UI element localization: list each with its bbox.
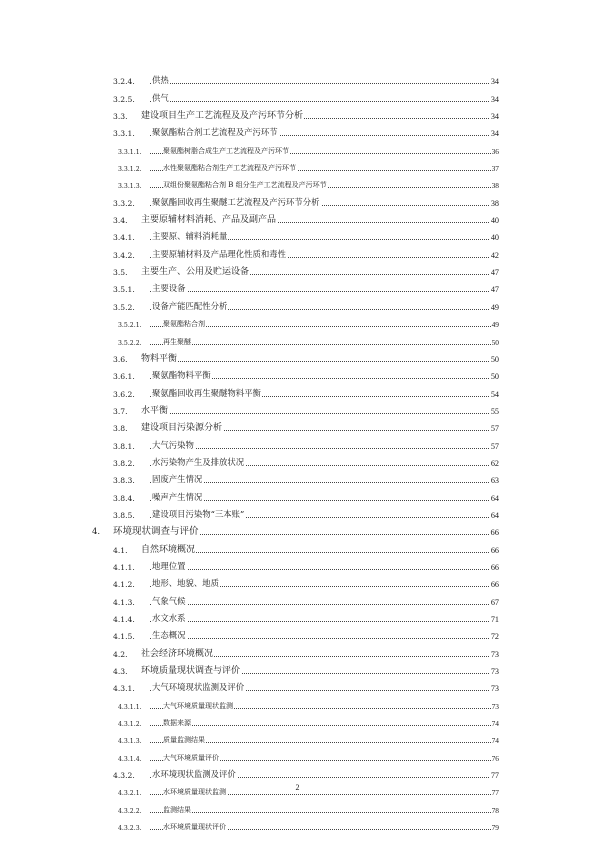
toc-entry[interactable] <box>0 731 595 748</box>
toc-entry[interactable] <box>0 644 595 661</box>
toc-entry[interactable] <box>0 488 595 505</box>
toc-entry-number: 3.2.4. <box>113 77 135 87</box>
toc-entry-page: 42 <box>490 250 499 260</box>
toc-entry-page: 67 <box>490 597 499 607</box>
toc-entry-page: 72 <box>490 632 499 642</box>
toc-entry-title: 建设项目污染源分析 <box>141 420 223 433</box>
toc-dot-leader <box>150 552 499 553</box>
toc-entry[interactable] <box>0 297 595 314</box>
toc-entry-page: 73 <box>490 684 499 694</box>
toc-entry-title: 水平衡 <box>141 403 169 416</box>
toc-entry[interactable] <box>0 332 595 349</box>
toc-entry-page: 50 <box>490 354 499 364</box>
toc-entry-title: 主要原辅材料消耗、产品及副产品 <box>141 212 277 225</box>
toc-entry-title: 双组份聚氨酯粘合剂 B 组分生产工艺流程及产污环节 <box>163 181 327 190</box>
toc-dot-leader <box>150 569 499 570</box>
toc-entry-title: 社会经济环境概况 <box>141 646 214 659</box>
toc-entry[interactable] <box>0 350 595 367</box>
toc-entry-page: 73 <box>491 701 499 711</box>
toc-entry[interactable] <box>0 419 595 436</box>
toc-entry[interactable] <box>0 141 595 158</box>
toc-entry-title: 大气环境质量评价 <box>163 753 219 762</box>
toc-dot-leader <box>150 534 499 535</box>
toc-entry-title: 大气环境现状监测及评价 <box>152 682 245 693</box>
toc-entry[interactable] <box>0 575 595 592</box>
toc-entry-title: 供气 <box>152 92 169 103</box>
toc-entry-title: 监测结果 <box>163 805 191 814</box>
toc-entry-page: 79 <box>491 823 499 833</box>
toc-dot-leader <box>150 83 499 84</box>
toc-entry-title: 水环境质量现状评价 <box>163 823 226 832</box>
toc-dot-leader <box>150 725 499 726</box>
toc-entry-number: 3.8.3. <box>113 476 135 486</box>
toc-entry-number: 3.5.2.1. <box>118 322 142 330</box>
toc-entry-page: 77 <box>491 788 499 798</box>
toc-entry[interactable] <box>0 592 595 609</box>
toc-entry-number: 4.3.2.2. <box>118 807 142 815</box>
toc-entry-title: 聚氨酯回收再生聚醚工艺流程及产污环节分析 <box>152 196 320 207</box>
toc-entry[interactable] <box>0 211 595 228</box>
toc-entry[interactable] <box>0 107 595 124</box>
toc-entry-number: 4.1.4. <box>113 615 135 624</box>
toc-entry-number: 4.3.2. <box>113 771 135 781</box>
toc-entry-number: 3.5.1. <box>113 285 135 295</box>
toc-entry-title: 水污染物产生及排放状况 <box>152 456 245 467</box>
toc-entry-number: 3.5. <box>113 268 128 278</box>
toc-entry-title: 生态概况 <box>152 630 186 641</box>
toc-entry-page: 37 <box>491 164 499 174</box>
toc-entry-page: 74 <box>491 736 499 746</box>
toc-entry-page: 66 <box>490 562 499 572</box>
toc-entry-number: 3.6.1. <box>113 372 135 382</box>
toc-entry[interactable] <box>0 384 595 401</box>
toc-entry-number: 4.1.2. <box>113 580 135 590</box>
toc-entry-title: 环境现状调查与评价 <box>113 523 200 537</box>
toc-entry-title: 主要设备 <box>152 283 186 294</box>
toc-entry-title: 设备产能匹配性分析 <box>152 300 228 311</box>
toc-entry-title: 水环境质量现状监测 <box>163 788 226 797</box>
toc-entry-page: 36 <box>491 146 499 156</box>
toc-entry-title: 噪声产生情况 <box>152 491 203 502</box>
toc-entry-page: 57 <box>490 441 499 451</box>
toc-entry[interactable] <box>0 454 595 471</box>
toc-entry-title: 供热 <box>152 75 169 86</box>
toc-entry-number: 3.8.5. <box>113 510 135 520</box>
toc-entry-title: 聚氨酯粘合剂工艺流程及产污环节 <box>152 127 278 138</box>
toc-entry-number: 3.4.1. <box>113 233 135 243</box>
toc-entry[interactable] <box>0 193 595 210</box>
toc-dot-leader <box>150 812 499 813</box>
toc-entry-number: 3.3.1.3. <box>118 183 142 191</box>
toc-entry-title: 聚氨酯回收再生聚醚物料平衡 <box>152 387 261 398</box>
toc-dot-leader <box>150 291 499 292</box>
toc-entry[interactable] <box>0 89 595 106</box>
toc-entry-title: 大气环境质量现状监测 <box>163 701 233 710</box>
toc-entry-page: 49 <box>490 302 499 312</box>
toc-dot-leader <box>150 344 499 345</box>
toc-entry[interactable] <box>0 662 595 679</box>
toc-entry-page: 57 <box>490 424 499 434</box>
toc-entry-title: 主要生产、公用及贮运设备 <box>141 264 250 277</box>
toc-entry[interactable] <box>0 367 595 384</box>
toc-entry-page: 34 <box>490 129 499 139</box>
toc-entry[interactable] <box>0 696 595 713</box>
toc-entry[interactable] <box>0 714 595 731</box>
toc-entry[interactable] <box>0 523 595 540</box>
toc-entry-number: 4.2. <box>113 649 128 659</box>
toc-entry-page: 50 <box>491 337 499 347</box>
toc-dot-leader <box>150 101 499 102</box>
toc-entry-page: 73 <box>490 667 499 677</box>
toc-entry-title: 地形、地貌、地质 <box>152 578 219 589</box>
toc-entry-page: 50 <box>490 372 499 382</box>
toc-entry-number: 4.3.1.1. <box>118 703 142 711</box>
toc-entry-number: 4. <box>92 527 101 538</box>
toc-entry-title: 聚氨酯树脂合成生产工艺流程及产污环节 <box>163 146 289 155</box>
toc-entry-page: 64 <box>490 510 499 520</box>
toc-entry[interactable] <box>0 800 595 817</box>
toc-entry-number: 3.3. <box>113 112 128 122</box>
toc-entry-page: 40 <box>490 216 499 226</box>
toc-entry-page: 66 <box>490 580 499 590</box>
table-of-contents <box>0 72 595 835</box>
toc-entry-page: 40 <box>490 233 499 243</box>
toc-entry-page: 73 <box>490 649 499 659</box>
toc-entry[interactable] <box>0 72 595 89</box>
toc-entry-title: 主要原辅材料及产品理化性质和毒性 <box>152 248 286 259</box>
toc-entry[interactable] <box>0 558 595 575</box>
toc-entry-page: 47 <box>490 268 499 278</box>
toc-entry-number: 3.5.2. <box>113 302 135 312</box>
toc-entry-title: 气象气候 <box>152 595 186 606</box>
toc-entry-number: 4.3. <box>113 667 128 677</box>
toc-entry-title: 环境质量现状调查与评价 <box>141 663 241 676</box>
toc-entry[interactable] <box>0 679 595 696</box>
toc-entry[interactable] <box>0 280 595 297</box>
toc-entry-page: 54 <box>490 389 499 399</box>
toc-entry[interactable] <box>0 506 595 523</box>
toc-dot-leader <box>150 448 499 449</box>
toc-entry-number: 3.7. <box>113 406 128 416</box>
toc-entry-title: 大气污染物 <box>152 439 194 450</box>
toc-entry-number: 4.1.1. <box>113 562 135 572</box>
toc-entry[interactable] <box>0 766 595 783</box>
toc-entry[interactable] <box>0 402 595 419</box>
toc-entry-page: 77 <box>490 771 499 781</box>
toc-entry-page: 66 <box>490 527 499 538</box>
toc-entry-number: 3.8.2. <box>113 458 135 468</box>
toc-entry-number: 3.6. <box>113 354 128 364</box>
toc-entry[interactable] <box>0 315 595 332</box>
toc-entry-number: 4.3.2.1. <box>118 790 142 798</box>
toc-entry-number: 4.1. <box>113 545 128 555</box>
toc-dot-leader <box>150 361 499 362</box>
toc-entry-page: 47 <box>490 285 499 295</box>
toc-dot-leader <box>150 413 499 414</box>
toc-entry-number: 4.3.1.2. <box>118 721 142 729</box>
toc-entry-page: 34 <box>490 94 499 104</box>
toc-entry[interactable] <box>0 159 595 176</box>
toc-entry-page: 34 <box>490 112 499 122</box>
toc-dot-leader <box>150 604 499 605</box>
toc-entry-page: 66 <box>490 545 499 555</box>
toc-entry-number: 4.3.1.3. <box>118 738 142 746</box>
toc-entry-page: 78 <box>491 805 499 815</box>
toc-entry-title: 水性聚氨酯粘合剂生产工艺流程及产污环节 <box>163 164 296 173</box>
toc-entry-page: 38 <box>491 181 499 191</box>
toc-entry-title: 再生聚醚 <box>163 337 191 346</box>
toc-entry-number: 4.3.1.4. <box>118 755 142 763</box>
toc-entry-title: 水环境现状监测及评价 <box>152 769 236 780</box>
toc-entry-number: 4.3.1. <box>113 684 135 694</box>
toc-entry-page: 49 <box>491 320 499 330</box>
toc-entry-number: 3.2.5. <box>113 94 135 104</box>
toc-entry-page: 76 <box>491 753 499 763</box>
toc-entry-title: 建设项目污染物“三本账” <box>152 508 245 519</box>
toc-entry-title: 固废产生情况 <box>152 474 203 485</box>
toc-entry[interactable] <box>0 124 595 141</box>
toc-entry-title: 自然环境概况 <box>141 542 196 555</box>
toc-entry-page: 55 <box>490 406 499 416</box>
toc-entry-page: 38 <box>490 198 499 208</box>
toc-entry-number: 3.3.1.2. <box>118 166 142 174</box>
toc-entry-title: 建设项目生产工艺流程及及产污环节分析 <box>141 108 304 121</box>
toc-entry-number: 3.5.2.2. <box>118 339 142 347</box>
toc-entry-page: 63 <box>490 476 499 486</box>
toc-entry-number: 3.3.1. <box>113 129 135 139</box>
toc-entry[interactable] <box>0 471 595 488</box>
toc-entry-page: 64 <box>490 493 499 503</box>
toc-entry-number: 3.4.2. <box>113 250 135 260</box>
toc-entry-page: 71 <box>490 615 499 624</box>
toc-entry-title: 质量监测结果 <box>163 736 205 745</box>
toc-entry[interactable] <box>0 228 595 245</box>
toc-dot-leader <box>150 621 499 622</box>
toc-entry[interactable] <box>0 176 595 193</box>
toc-entry-title: 聚氨酯物料平衡 <box>152 370 211 381</box>
toc-entry-page: 74 <box>491 719 499 729</box>
toc-entry-number: 3.8.1. <box>113 441 135 451</box>
toc-entry-number: 3.8.4. <box>113 493 135 503</box>
toc-entry-title: 水文水系 <box>152 613 186 623</box>
toc-entry-number: 3.6.2. <box>113 389 135 399</box>
toc-entry-number: 3.4. <box>113 216 128 226</box>
toc-entry-number: 4.1.3. <box>113 597 135 607</box>
toc-entry[interactable] <box>0 263 595 280</box>
toc-entry-title: 数据来源 <box>163 719 191 728</box>
toc-entry[interactable] <box>0 540 595 557</box>
toc-entry-title: 主要原、辅料消耗量 <box>152 231 228 242</box>
toc-entry-page: 34 <box>490 77 499 87</box>
toc-entry[interactable] <box>0 627 595 644</box>
toc-entry-number: 4.1.5. <box>113 632 135 642</box>
toc-entry-title: 聚氨酯粘合剂 <box>163 320 205 329</box>
toc-entry-title: 地理位置 <box>152 560 186 571</box>
toc-entry[interactable] <box>0 245 595 262</box>
toc-entry-number: 3.3.1.1. <box>118 148 142 156</box>
toc-entry[interactable] <box>0 436 595 453</box>
toc-entry-page: 62 <box>490 458 499 468</box>
page-number: 2 <box>295 783 300 792</box>
toc-entry-number: 3.3.2. <box>113 198 135 208</box>
toc-entry-title: 物料平衡 <box>141 351 178 364</box>
toc-entry[interactable] <box>0 818 595 835</box>
toc-entry-number: 4.3.2.3. <box>118 825 142 833</box>
toc-entry-number: 3.8. <box>113 424 128 434</box>
toc-dot-leader <box>150 638 499 639</box>
toc-entry[interactable] <box>0 748 595 765</box>
toc-entry[interactable] <box>0 610 595 627</box>
